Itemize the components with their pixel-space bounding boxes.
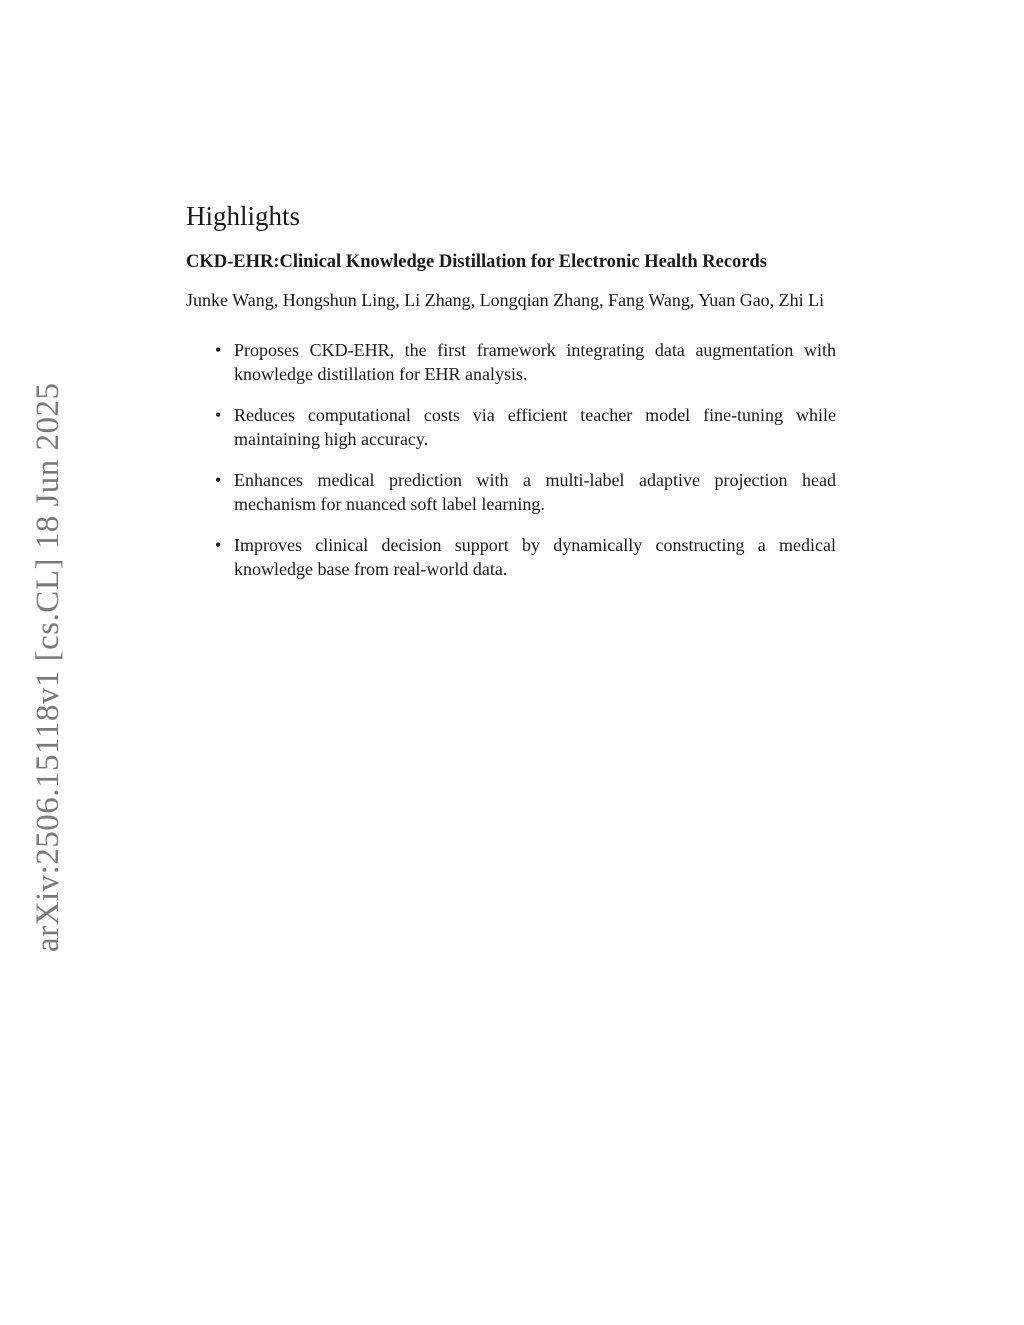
section-heading: Highlights — [186, 201, 301, 231]
highlight-item — [215, 533, 836, 581]
highlight-text: Enhances medical prediction with a multi-label adaptive projection head mechanism for nuanced soft label learning. — [234, 470, 836, 515]
highlights-section — [186, 200, 836, 598]
highlight-text: Reduces computational costs via efficient teacher model fine-tuning while maintaining high accuracy. — [234, 405, 836, 450]
paper-title: CKD-EHR:Clinical Knowledge Distillation for Electronic Health Records — [186, 252, 767, 273]
highlight-item — [215, 338, 836, 386]
bullet-icon: • — [215, 535, 222, 556]
bullet-icon: • — [215, 340, 222, 361]
arxiv-identifier-stamp: arXiv:2506.15118v1 [cs.CL] 18 Jun 2025 — [30, 382, 66, 952]
highlight-item — [215, 468, 836, 516]
bullet-icon: • — [215, 470, 222, 491]
author-list: Junke Wang, Hongshun Ling, Li Zhang, Longqian Zhang, Fang Wang, Yuan Gao, Zhi Li — [186, 290, 825, 311]
bullet-icon: • — [215, 405, 222, 426]
highlight-text: Improves clinical decision support by dynamically constructing a medical knowledge base from real-world data. — [234, 535, 836, 580]
highlights-list — [186, 338, 836, 581]
highlight-text: Proposes CKD-EHR, the first framework integrating data augmentation with knowledge distillation for EHR analysis. — [234, 340, 836, 385]
highlight-item — [215, 403, 836, 451]
